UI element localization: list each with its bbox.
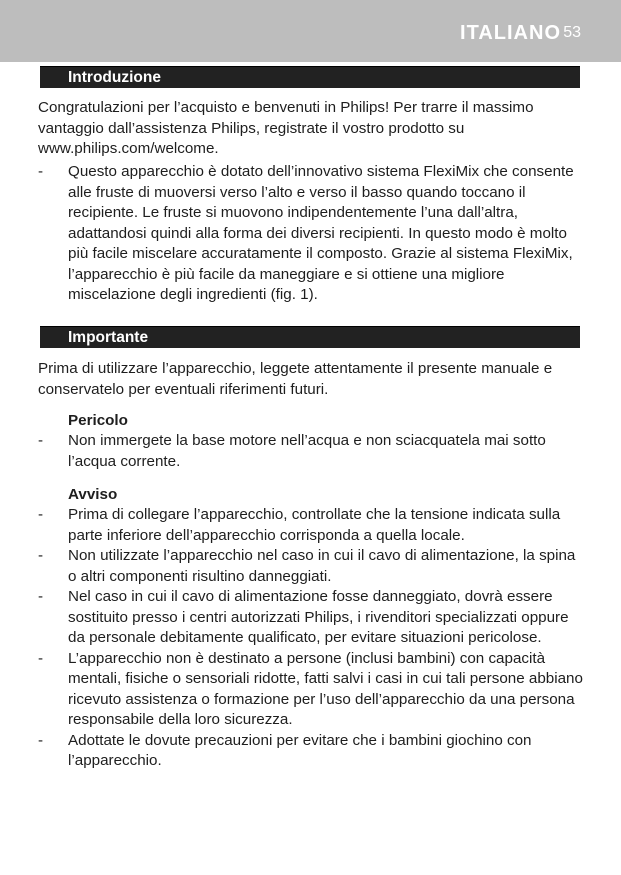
list-item: - Nel caso in cui il cavo di alimentazione fosse danneggiato, dovrà essere sostituito presso i centri autorizzati Philips, i rivenditori specializzati oppure da personale debitamente qualificato, per evitare situazioni pericolose. xyxy=(38,588,569,646)
danger-bullet-list xyxy=(38,431,583,472)
list-item: - L’apparecchio non è destinato a persone (inclusi bambini) con capacità mentali, fisiche o sensoriali ridotte, fatti salvi i casi in cui tali persone abbiano ricevuto assistenza o formazione per l’uso dell’apparecchio da una persona responsabile della loro sicurezza. xyxy=(38,649,583,728)
page-number: 53 xyxy=(563,24,581,41)
warning-heading: Avviso xyxy=(68,486,118,503)
section-title-introduzione: Introduzione xyxy=(40,66,580,88)
list-item: - Non immergete la base motore nell’acqua e non sciacquatela mai sotto l’acqua corrente. xyxy=(38,432,546,470)
warning-bullet-list xyxy=(38,505,583,772)
danger-heading: Pericolo xyxy=(68,412,128,429)
list-item: - Non utilizzate l’apparecchio nel caso in cui il cavo di alimentazione, la spina o altri componenti risultino danneggiati. xyxy=(38,547,576,585)
section-title-importante: Importante xyxy=(40,326,580,348)
list-item: - Adottate le dovute precauzioni per evitare che i bambini giochino con l’apparecchio. xyxy=(38,731,532,769)
language-title: ITALIANO xyxy=(460,22,561,44)
important-paragraph: Prima di utilizzare l’apparecchio, leggete attentamente il presente manuale e conservatelo per eventuali riferimenti futuri. xyxy=(38,360,553,398)
list-item: - Prima di collegare l’apparecchio, controllate che la tensione indicata sulla parte inferiore dell’apparecchio corrisponda a quella locale. xyxy=(38,506,561,544)
list-item: - Questo apparecchio è dotato dell’innovativo sistema FlexiMix che consente alle fruste di muoversi verso l’alto e verso il basso quando toccano il recipiente. Le fruste si muovono indipendentemente l’una dall’altra, adattandosi quindi alla forma dei diversi recipienti. In questo modo è molto più facile miscelare accuratamente il composto. Grazie al sistema FlexiMix, l’apparecchio è più facile da maneggiare e si ottiene una migliore miscelazione degli ingredienti (fig. 1). xyxy=(38,163,574,303)
intro-bullet-list xyxy=(38,162,583,306)
intro-paragraph: Congratulazioni per l’acquisto e benvenuti in Philips! Per trarre il massimo vantaggio dall’assistenza Philips, registrate il vostro prodotto su www.philips.com/welcome. xyxy=(38,99,534,157)
